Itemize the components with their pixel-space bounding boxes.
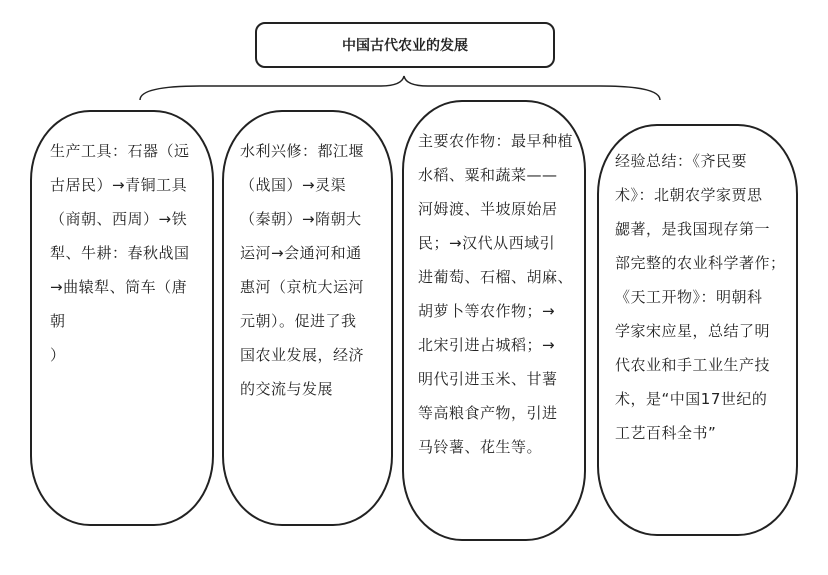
experience-text-line: 工艺百科全书” [615, 424, 717, 442]
irrigation-text-line: 水利兴修：都江堰 [240, 142, 365, 160]
irrigation-text-line: 的交流与发展 [240, 380, 334, 398]
crops-text-line: 北宋引进占城稻；→ [418, 336, 556, 354]
experience-text-line: 部完整的农业科学著作； [615, 254, 786, 272]
tools-text-line: 生产工具：石器（远 [50, 142, 190, 160]
crops-text-line: 马铃薯、花生等。 [418, 438, 543, 456]
brace-connector [0, 0, 828, 120]
experience-text-line: 《天工开物》：明朝科 [615, 288, 763, 306]
experience-text-line: 代农业和手工业生产技 [615, 356, 771, 374]
crops-text-line: 胡萝卜等农作物；→ [418, 302, 556, 320]
crops-text-line: 河姆渡、半坡原始居 [418, 200, 558, 218]
tools-text-line: 古居民）→青铜工具 [50, 176, 188, 194]
experience-text-line: 术》：北朝农学家贾思 [615, 186, 763, 204]
tools-text-line: 犁、牛耕：春秋战国 [50, 244, 190, 262]
crops-text-line: 等高粮食产物，引进 [418, 404, 558, 422]
experience-text-line: 学家宋应星，总结了明 [615, 322, 771, 340]
crops-text-line: 明代引进玉米、甘薯 [418, 370, 558, 388]
irrigation-text-line: 惠河（京杭大运河 [240, 278, 365, 296]
irrigation-text-line: 运河→会通河和通 [240, 244, 362, 262]
crops-text-line: 进葡萄、石榴、胡麻、 [418, 268, 574, 286]
irrigation-text-line: 元朝）。促进了我 [240, 312, 357, 330]
crops-text-line: 主要农作物：最早种植 [418, 132, 574, 150]
tools-text-line: （商朝、西周）→铁 [50, 210, 188, 228]
experience-text-line: 术，是“中国17世纪的 [615, 390, 768, 408]
tools-text-line: →曲辕犁、筒车（唐 [50, 278, 188, 296]
experience-text-line: 勰著，是我国现存第一 [615, 220, 771, 238]
crops-text-line: 水稻、粟和蔬菜—— [418, 166, 558, 184]
diagram-title: 中国古代农业的发展 [255, 22, 555, 68]
irrigation-text-line: 国农业发展，经济 [240, 346, 365, 364]
irrigation-text-line: （秦朝）→隋朝大 [240, 210, 362, 228]
experience-text-line: 经验总结：《齐民要 [615, 152, 748, 170]
crops-text-line: 民；→汉代从西域引 [418, 234, 556, 252]
tools-text-line: 朝 [50, 312, 66, 330]
tools-text-line: ） [50, 346, 66, 364]
irrigation-text-line: （战国）→灵渠 [240, 176, 347, 194]
